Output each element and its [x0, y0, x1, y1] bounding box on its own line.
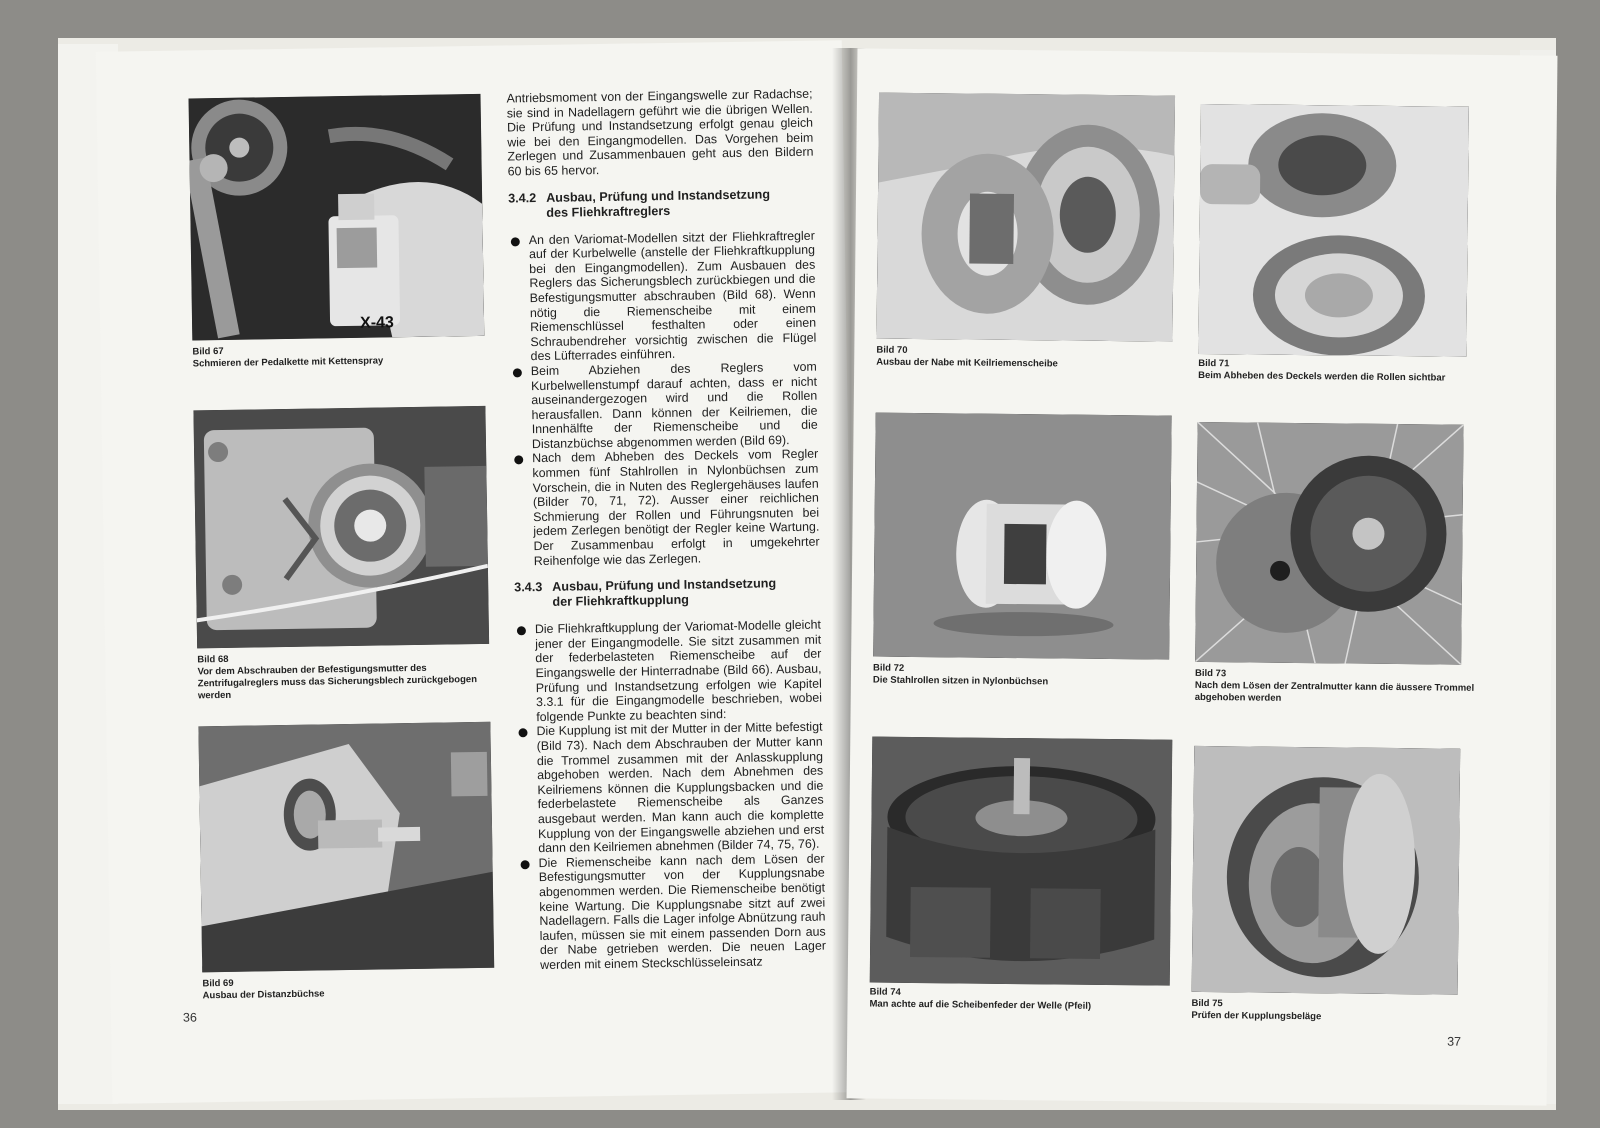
figure-70-caption [876, 345, 1176, 372]
section-343-bullet-1: Die Fliehkraftkupplung der Variomat-Modelle gleicht jener der Eingangmodelle. Sie sitzt zusammen mit der federbelasteten Riemenscheibe auf der Eingangswelle der Hinterradnabe (Bild 66). Ausbau, Prüfung und Instandsetzung erfolgen wie Kapitel 3.3.1 für die Eingangmodelle beschrieben, wobei folgende Punkte zu beachten sind: [515, 618, 823, 725]
figure-69-photo [198, 722, 494, 973]
figure-70-photo [876, 93, 1175, 342]
figure-75-text: Prüfen der Kupplungsbeläge [1191, 1009, 1322, 1023]
figure-75-caption [1191, 998, 1471, 1025]
figure-70-text: Ausbau der Nabe mit Keilriemenscheibe [876, 356, 1058, 370]
figure-75-number: Bild 75 [1191, 997, 1223, 1010]
section-343-number: 3.4.3 [514, 580, 543, 595]
figure-69-caption [202, 974, 502, 1003]
section-343-bullet-3: Die Riemenscheibe kann nach dem Lösen der Befestigungsmutter von der Kupplungsnabe abgenommen werden. Die Riemenscheibe benötigt keine Wartung. Die Kupplungsnabe sitzt auf zwei Nadellagern. Falls die Lager infolge Abnützung rauh laufen, müssen sie mit einem passenden Dorn aus der Nabe getrieben werden. Die neuen Lager werden mit einem Steckschlüsseleinsatz [518, 851, 826, 973]
figure-74-number: Bild 74 [869, 986, 901, 998]
figure-71-number: Bild 71 [1198, 357, 1230, 370]
section-343-bullet-2: Die Kupplung ist mit der Mutter in der Mitte befestigt (Bild 73). Nach dem Abschrauben der Mutter kann die Trommel zusammen mit der Anlasskupplung abgehoben werden. Nach dem Abnehmen des Keilriemens können die Kupplungsbacken und die federbelastete Riemenscheibe als Ganzes ausgebaut werden. Man kann auch die komplette Kupplung von der Eingangswelle abziehen und erst dann den Keilriemen abnehmen (Bilder 74, 75, 76). [516, 720, 824, 856]
intro-paragraph: Antriebsmoment von der Eingangswelle zur Radachse; sie sind in Nadellagern geführt wie die übrigen Wellen. Die Prüfung und Instandsetzung erfolgt genau gleich wie bei den Eingangmodellen. Das Vorgehen beim Zerlegen und Zusammenbauen geht aus den Bildern 60 bis 65 hervor. [506, 86, 814, 179]
figure-74-text: Man achte auf die Scheibenfeder der Welle (Pfeil) [869, 998, 1092, 1012]
figure-68-photo [193, 406, 489, 649]
spray-can-label: X-43 [359, 314, 395, 332]
figure-68-caption [197, 650, 498, 703]
figure-73-text: Nach dem Lösen der Zentralmutter kann die äussere Trommel abgehoben werden [1194, 679, 1475, 704]
section-342-bullet-3: Nach dem Abheben des Deckels vom Regler kommen fünf Stahlrollen in Nylonbüchsen zum Vorschein, die in Nuten des Reglergehäuses laufen (Bilder 70, 71, 72). Ausser einer reichlichen Schmierung der Rollen und Führungsnuten bei jedem Zerlegen benötigt der Regler keine Wartung. Der Zusammenbau erfolgt in umgekehrter Reihenfolge wie das Zerlegen. [512, 447, 820, 569]
page-number-left: 36 [182, 1010, 197, 1025]
figure-67-text: Schmieren der Pedalkette mit Kettenspray [192, 355, 384, 370]
figure-72-text: Die Stahlrollen sitzen in Nylonbüchsen [872, 674, 1049, 688]
figure-68-text: Vor dem Abschrauben der Befestigungsmutter des Zentrifugalreglers muss das Sicherungsblech zurückgebogen werden [197, 662, 478, 702]
figure-73-caption [1195, 668, 1475, 707]
figure-74-photo [870, 737, 1173, 986]
figure-75-photo [1192, 746, 1461, 995]
figure-73-photo [1195, 422, 1463, 665]
figure-69-number: Bild 69 [202, 977, 234, 990]
figure-67-number: Bild 67 [192, 345, 224, 358]
section-342-number: 3.4.2 [508, 190, 537, 206]
figure-71-caption [1198, 358, 1498, 385]
figure-69-text: Ausbau der Distanzbüchse [202, 988, 325, 1002]
page-number-right: 37 [1447, 1034, 1462, 1049]
figure-71-text: Beim Abheben des Deckels werden die Rollen sichtbar [1198, 369, 1446, 384]
section-342-bullet-2: Beim Abziehen des Reglers vom Kurbelwellenstumpf darauf achten, dass er nicht auseinandergezogen wird und die Rollen herausfallen. Dann können der Keilriemen, die Innenhälfte der Riemenscheibe und die Distanzbüchse abgenommen werden (Bild 69). [511, 360, 818, 452]
text-column [506, 87, 826, 973]
figure-72-number: Bild 72 [872, 662, 905, 674]
section-343-title-line1: Ausbau, Prüfung und Instandsetzung [552, 576, 777, 595]
figure-71-photo [1198, 104, 1469, 357]
right-page [847, 48, 1558, 1105]
section-342-title-line2: des Fliehkraftreglers [546, 203, 671, 220]
figure-67-photo [189, 94, 485, 341]
figure-67-caption [192, 342, 492, 371]
figure-70-number: Bild 70 [876, 344, 908, 356]
section-343-title-line2: der Fliehkraftkupplung [552, 592, 690, 610]
section-342-title-line1: Ausbau, Prüfung und Instandsetzung [546, 186, 771, 205]
figure-72-caption [873, 663, 1173, 690]
figure-73-number: Bild 73 [1194, 667, 1227, 680]
figure-72-photo [873, 413, 1172, 660]
left-page [96, 40, 858, 1104]
section-342-bullet-1: An den Variomat-Modellen sitzt der Fliehkraftregler auf der Kurbelwelle (anstelle der Fliehkraftkupplung bei den Eingangmodellen). Zum Ausbauen des Reglers das Sicherungsblech zurückbiegen und die Befestigungsmutter abschrauben (Bild 68). Wenn nötig die Riemenscheibe mit einem Riemenschlüssel festhalten oder einen Schraubendreher vorsichtig zwischen die Flügel des Lüfterrades einführen. [509, 228, 817, 364]
section-343-heading [514, 576, 820, 611]
figure-68-number: Bild 68 [197, 653, 229, 666]
section-342-heading [508, 186, 814, 221]
figure-74-caption [869, 987, 1169, 1014]
